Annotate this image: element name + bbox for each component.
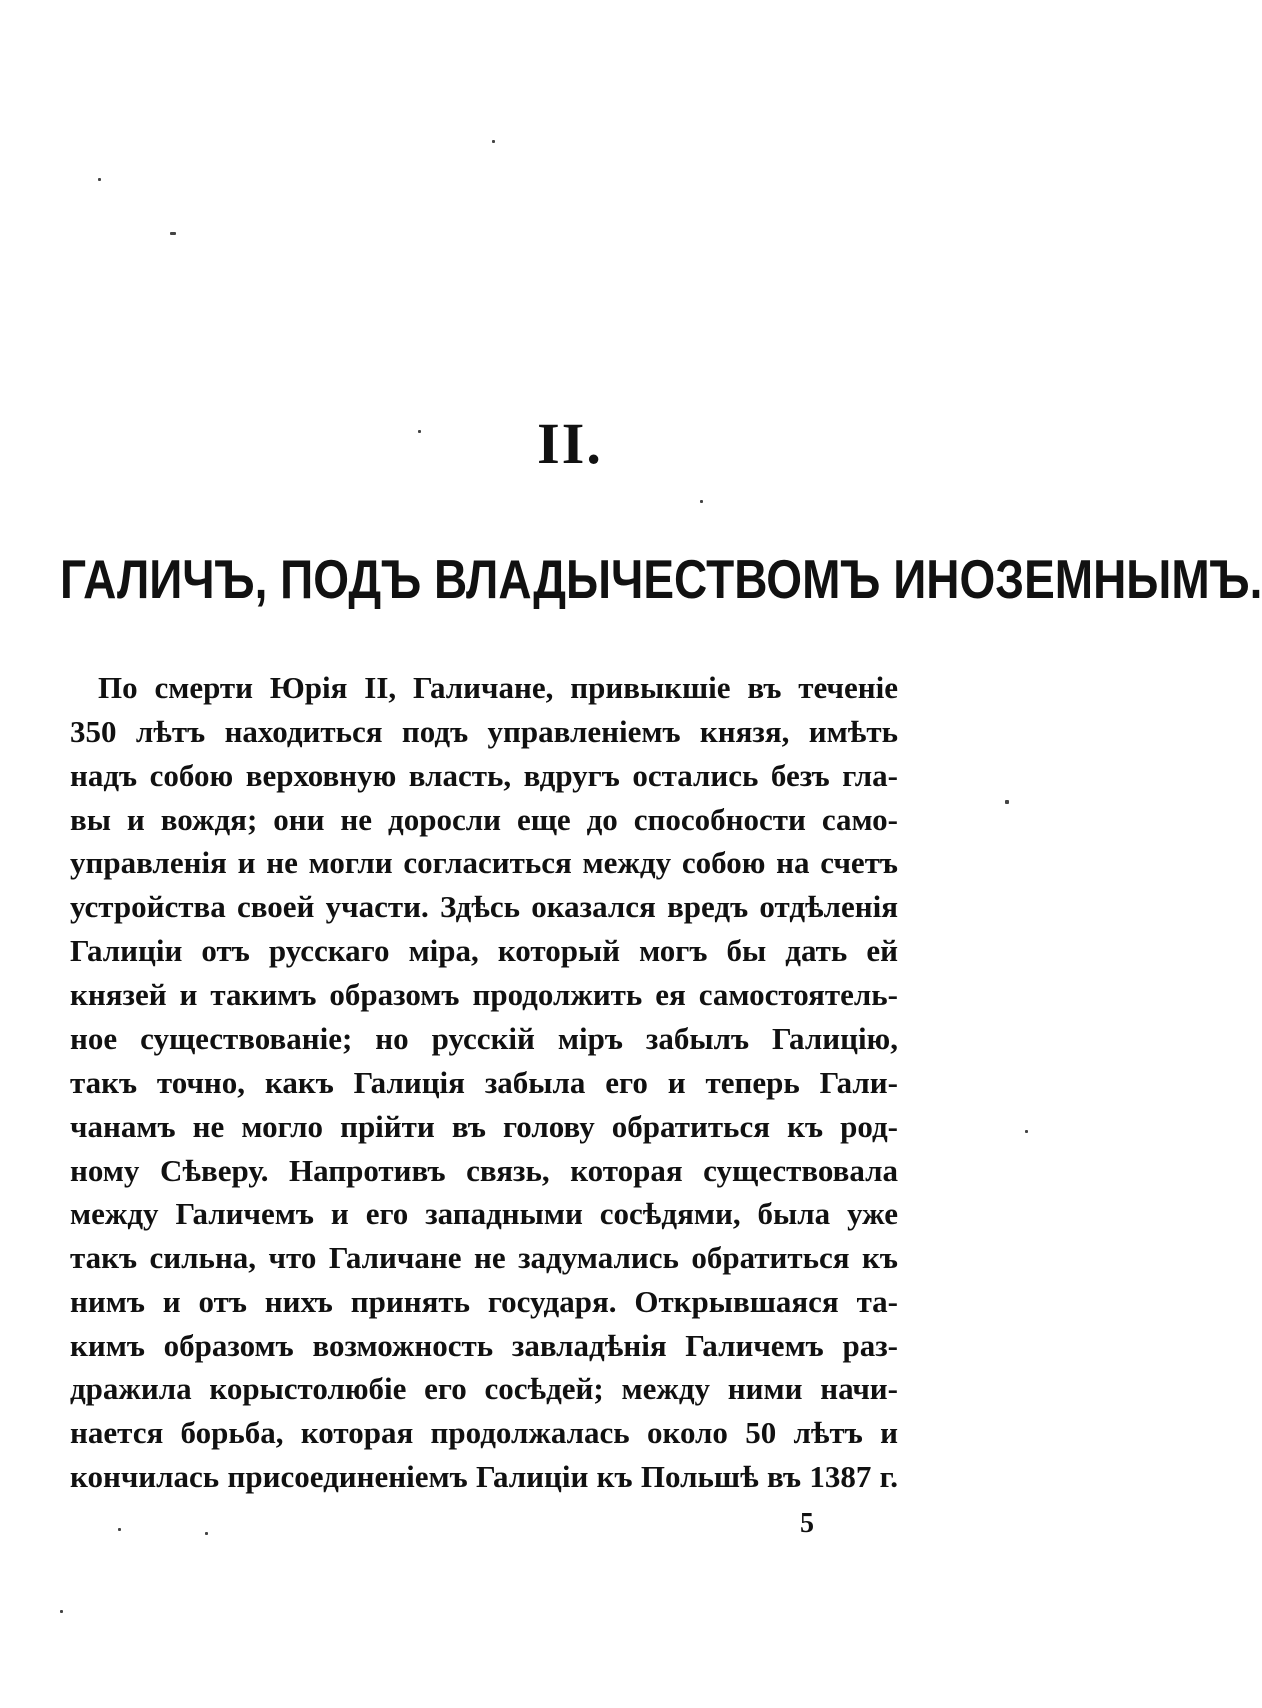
text-line: надъ собою верховную власть, вдругъ остались безъ гла-	[70, 758, 898, 793]
text-line: ному Сѣверу. Напротивъ связь, которая существовала	[70, 1153, 898, 1188]
scan-speck	[118, 1528, 121, 1531]
scan-speck	[492, 140, 495, 143]
text-line: такъ сильна, что Галичане не задумались обратиться къ	[70, 1240, 898, 1275]
scan-speck	[170, 232, 176, 235]
text-line: Галиціи отъ русскаго міра, который могъ бы дать ей	[70, 933, 898, 968]
text-line: вы и вождя; они не доросли еще до способности само-	[70, 802, 898, 837]
text-line: По смерти Юрія II, Галичане, привыкшіе въ теченіе	[98, 670, 898, 705]
text-line: нимъ и отъ нихъ принять государя. Открывшаяся та-	[70, 1284, 898, 1319]
text-line: кимъ образомъ возможность завладѣнія Галичемъ раз-	[70, 1328, 898, 1363]
scan-speck	[205, 1532, 208, 1535]
text-line: нается борьба, которая продолжалась около 50 лѣтъ и	[70, 1415, 898, 1450]
text-line: ное существованіе; но русскій міръ забылъ Галицію,	[70, 1021, 898, 1056]
scan-speck	[418, 430, 421, 433]
text-line: между Галичемъ и его западными сосѣдями, была уже	[70, 1196, 898, 1231]
text-line: дражила корыстолюбіе его сосѣдей; между ними начи-	[70, 1371, 898, 1406]
chapter-title: ГАЛИЧЪ, ПОДЪ ВЛАДЫЧЕСТВОМЪ ИНОЗЕМНЫМЪ.	[60, 548, 1262, 610]
chapter-number: II.	[537, 411, 603, 476]
text-line: устройства своей участи. Здѣсь оказался вредъ отдѣленія	[70, 889, 898, 924]
text-line: управленія и не могли согласиться между собою на счетъ	[70, 845, 898, 880]
scan-speck	[60, 1610, 63, 1613]
page-number: 5	[800, 1508, 814, 1539]
text-line: князей и такимъ образомъ продолжить ея самостоятель-	[70, 977, 898, 1012]
text-line: 350 лѣтъ находиться подъ управленіемъ князя, имѣть	[70, 714, 898, 749]
scan-speck	[98, 178, 101, 181]
text-line: кончилась присоединеніемъ Галиціи къ Польшѣ въ 1387 г.	[70, 1459, 898, 1494]
scan-speck	[1005, 800, 1009, 804]
scan-speck	[700, 500, 703, 503]
text-line: чанамъ не могло прійти въ голову обратиться къ род-	[70, 1109, 898, 1144]
text-line: такъ точно, какъ Галиція забыла его и теперь Гали-	[70, 1065, 898, 1100]
scan-speck	[1025, 1130, 1028, 1133]
